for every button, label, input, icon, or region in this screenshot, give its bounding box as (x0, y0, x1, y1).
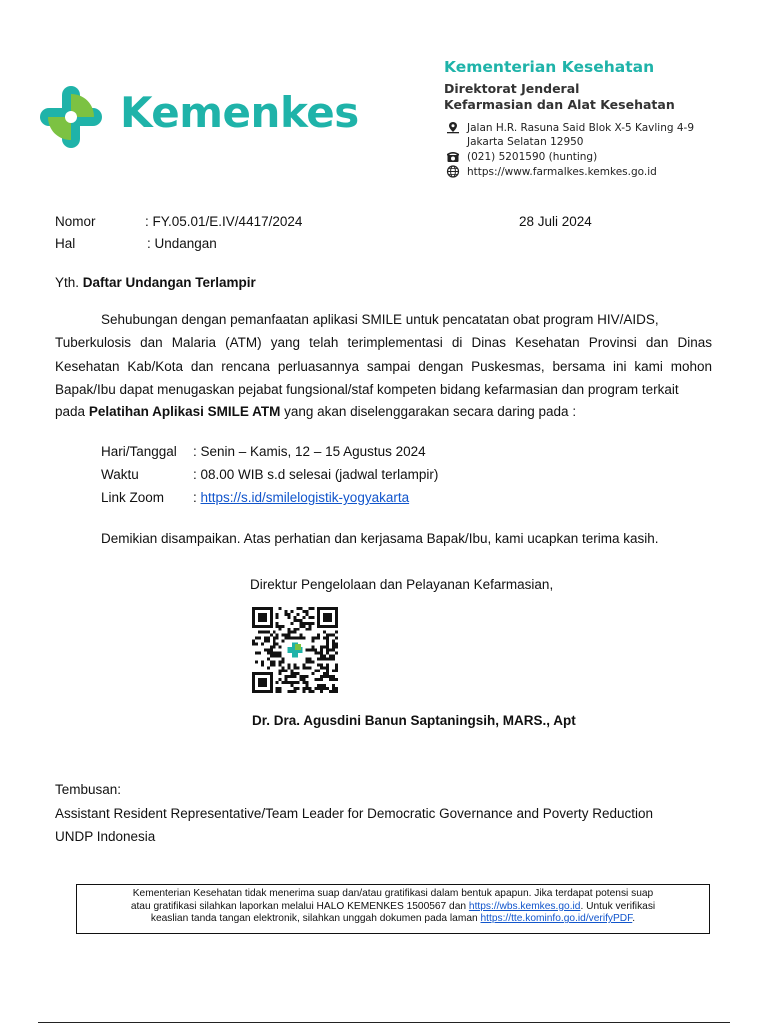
website-url[interactable]: https://www.farmalkes.kemkes.go.id (467, 165, 657, 178)
tembusan-line1: Assistant Resident Representative/Team Leader for Democratic Governance and Poverty Reduction (55, 806, 654, 821)
detail-value-date: : Senin – Kamis, 12 – 15 Agustus 2024 (193, 444, 426, 459)
body-line-last (55, 405, 576, 419)
hal-label: Hal (55, 236, 76, 251)
telephone-icon (446, 150, 460, 163)
nomor-label: Nomor (55, 214, 96, 229)
closing-sentence: Demikian disampaikan. Atas perhatian dan kerjasama Bapak/Ibu, kami ucapkan terima kasih. (101, 531, 659, 546)
letter-date: 28 Juli 2024 (519, 214, 592, 229)
disclaimer-line2: atau gratifikasi silahkan laporkan melalui HALO KEMENKES 1500567 dan https://wbs.kemkes.go.id. Untuk verifikasi (130, 900, 656, 912)
disclaimer-line3: keaslian tanda tangan elektronik, silahkan unggah dokumen pada laman https://tte.kominfo.go.id/verifyPDF. (150, 913, 636, 925)
address-row (446, 121, 694, 134)
qr-code-signature (252, 607, 338, 693)
body-line: Kesehatan Kab/Kota dan rencana perluasannya sampai dengan Puskesmas, bersama ini kami mohon (55, 358, 712, 374)
detail-value-time: : 08.00 WIB s.d selesai (jadwal terlampir) (193, 467, 439, 482)
body-line: Bapak/Ibu dapat menugaskan pejabat fungsional/staf kompeten bidang kefarmasian dan program terkait (55, 382, 679, 398)
website-row (446, 165, 657, 178)
yth-prefix: Yth. (55, 275, 80, 290)
body-line: Tuberkulosis dan Malaria (ATM) yang telah terimplementasi di Dinas Kesehatan Provinsi dan Dinas (55, 335, 712, 351)
addressee (55, 276, 256, 290)
detail-label-date: Hari/Tanggal (101, 444, 177, 459)
globe-icon (446, 165, 460, 178)
bottom-rule (38, 1022, 730, 1023)
verify-pdf-link[interactable]: https://tte.kominfo.go.id/verifyPDF (480, 913, 633, 925)
wbs-link[interactable]: https://wbs.kemkes.go.id (468, 900, 581, 912)
location-pin-icon (446, 121, 460, 134)
phone-row (446, 150, 597, 163)
phone-number: (021) 5201590 (hunting) (467, 150, 598, 163)
addressee-name: Daftar Undangan Terlampir (82, 275, 256, 290)
training-name: Pelatihan Aplikasi SMILE ATM (88, 404, 281, 419)
nomor-value: : FY.05.01/E.IV/4417/2024 (145, 214, 303, 229)
kemenkes-logo-icon (38, 84, 104, 150)
org-name: Kementerian Kesehatan (444, 58, 655, 76)
detail-value-zoom (193, 491, 409, 505)
disclaimer-line1: Kementerian Kesehatan tidak menerima suap dan/atau gratifikasi dalam bentuk apapun. Jika terdapat potensi suap (132, 888, 654, 899)
body-line: Sehubungan dengan pemanfaatan aplikasi SMILE untuk pencatatan obat program HIV/AIDS, (101, 312, 659, 327)
body-line5-prefix: pada (55, 404, 86, 419)
disclaimer-box (76, 884, 710, 934)
signer-name: Dr. Dra. Agusdini Banun Saptaningsih, MARS., Apt (252, 713, 576, 728)
signer-title: Direktur Pengelolaan dan Pelayanan Kefarmasian, (250, 577, 554, 592)
tembusan-label: Tembusan: (55, 782, 122, 797)
address-line2: Jakarta Selatan 12950 (467, 136, 584, 148)
directorate-line2: Kefarmasian dan Alat Kesehatan (444, 97, 675, 112)
zoom-link[interactable]: https://s.id/smilelogistik-yogyakarta (200, 490, 410, 505)
zoom-prefix: : (193, 490, 201, 505)
address-row-2 (467, 136, 584, 148)
detail-label-time: Waktu (101, 467, 139, 482)
tembusan-line2: UNDP Indonesia (55, 829, 156, 844)
brand-wordmark: Kemenkes (120, 88, 359, 137)
body-line5-suffix: yang akan diselenggarakan secara daring pada : (284, 404, 577, 419)
directorate-line1: Direktorat Jenderal (444, 81, 580, 96)
address-line1: Jalan H.R. Rasuna Said Blok X-5 Kavling 4-9 (467, 121, 695, 134)
hal-value: : Undangan (147, 236, 217, 251)
detail-label-zoom: Link Zoom (101, 490, 165, 505)
body-paragraph (55, 308, 712, 402)
